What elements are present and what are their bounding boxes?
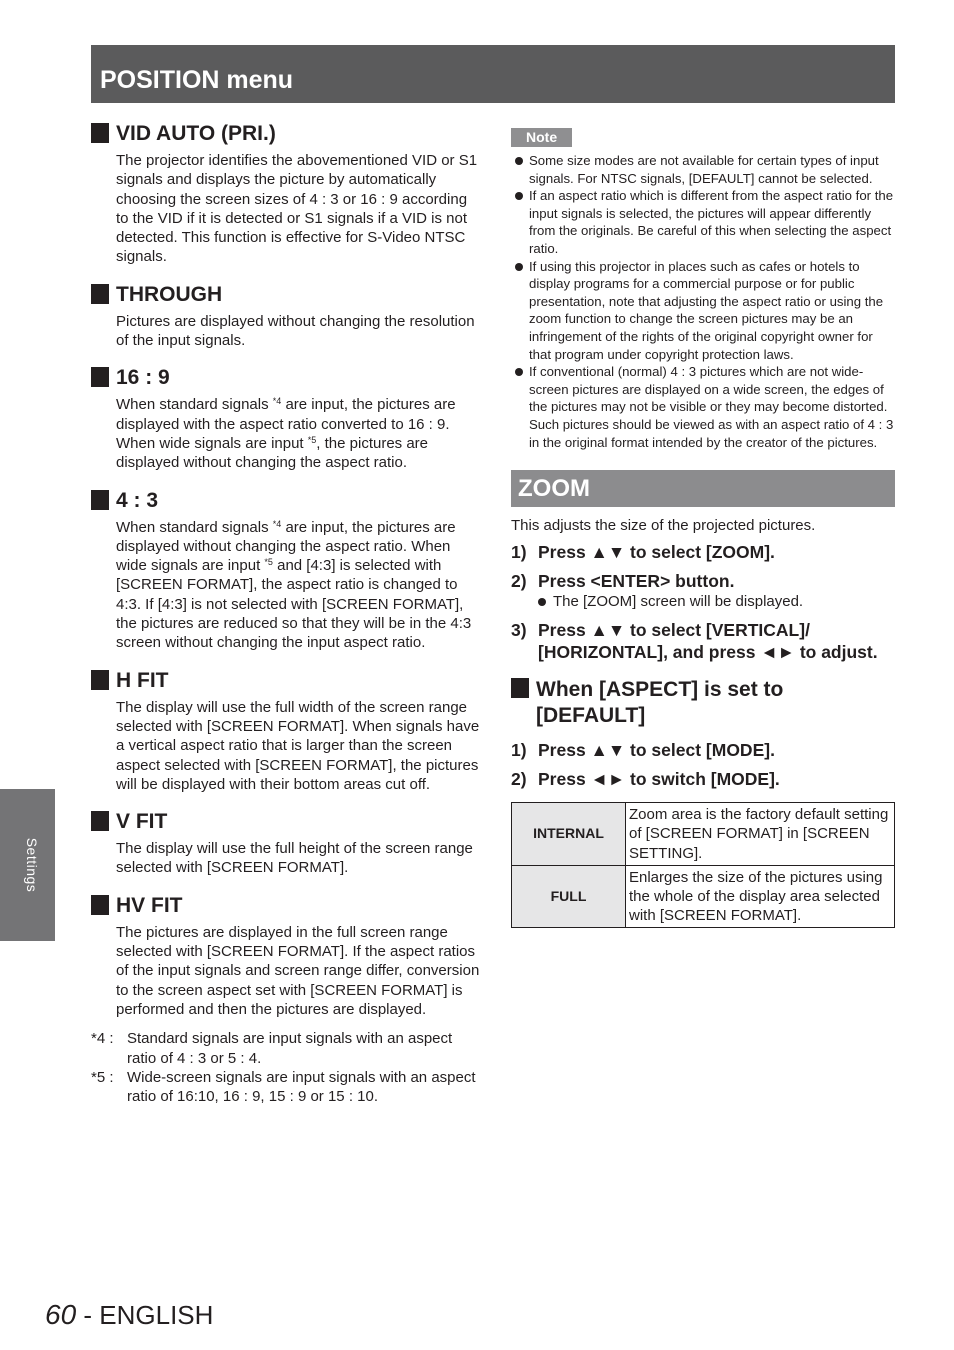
page-title: POSITION menu xyxy=(100,66,294,94)
mode-description: Enlarges the size of the pictures using the whole of the display area selected with [SCREEN FORMAT]. xyxy=(626,865,895,928)
section-body: The display will use the full height of the screen range selected with [SCREEN FORMAT]. xyxy=(116,840,473,877)
section-marker-icon xyxy=(91,670,109,690)
section-body: The pictures are displayed in the full screen range selected with [SCREEN FORMAT]. If the aspect ratios of the input signals and screen range differ, conversion to the screen aspect set with [SCREEN FORMAT] is performed and then the pictures are displayed. xyxy=(116,923,480,1018)
mode-step: 1) Press ▲▼ to select [MODE]. xyxy=(511,740,775,761)
section-marker-icon xyxy=(91,367,109,387)
page-language: - ENGLISH xyxy=(83,1300,214,1330)
note-item: If an aspect ratio which is different from the aspect ratio for the input signals is selected, the pictures will appear differently from the originals. Be careful of this when selecting the aspect ratio. xyxy=(511,187,895,257)
section-vid-auto xyxy=(91,122,481,267)
left-column xyxy=(91,122,481,1106)
table-row xyxy=(512,803,895,866)
side-tab-settings xyxy=(0,789,55,941)
note-item: If using this projector in places such as cafes or hotels to display programs for a commercial purpose or for public presentation, note that adjusting the aspect ratio or using the zoom function to change the screen pictures may be an infringement of the rights of the original copyright owner for that program under copyright protection laws. xyxy=(511,258,895,364)
section-body: When standard signals $^{*4}$ are input, the pictures are displayed with the aspect ratio converted to 16 : 9. When wide signals are input $^{*5}$, the pictures are displayed without changing the aspect ratio. xyxy=(116,396,456,472)
section-marker-icon xyxy=(91,284,109,304)
section-hv-fit xyxy=(91,894,481,1019)
section-4-3 xyxy=(91,489,481,653)
section-title: 16 : 9 xyxy=(116,366,170,390)
mode-key: INTERNAL xyxy=(512,803,626,866)
note-label: Note xyxy=(511,128,572,147)
section-title: V FIT xyxy=(116,810,168,834)
bullet-icon xyxy=(538,598,546,606)
zoom-step: 3) Press ▲▼ to select [VERTICAL]/ [HORIZONTAL], and press ◄► to adjust. xyxy=(511,620,878,663)
section-title: THROUGH xyxy=(116,282,223,306)
note-item: If conventional (normal) 4 : 3 pictures which are not wide-screen pictures are displayed on a wide screen, the edges of the pictures may not be visible or they may become distorted. Such pictures should be viewed as with an aspect ratio of 4 : 3 in the original format intended by the creator of the pictures. xyxy=(511,363,895,451)
mode-key: FULL xyxy=(512,865,626,928)
page-footer xyxy=(45,1300,213,1330)
footnote: *4 : Standard signals are input signals with an aspect ratio of 4 : 3 or 5 : 4. xyxy=(91,1030,453,1067)
note-list xyxy=(511,152,895,451)
zoom-step: 2) Press <ENTER> button. xyxy=(511,571,735,592)
section-marker-icon xyxy=(91,811,109,831)
table-row xyxy=(512,865,895,928)
note-item: Some size modes are not available for certain types of input signals. For NTSC signals, [DEFAULT] cannot be selected. xyxy=(511,152,895,187)
section-through xyxy=(91,283,481,351)
right-column xyxy=(511,128,895,928)
aspect-default-heading: When [ASPECT] is set to [DEFAULT] xyxy=(511,677,895,729)
section-h-fit xyxy=(91,669,481,794)
section-body: The projector identifies the abovementioned VID or S1 signals and displays the picture by automatically choosing the screen sizes of 4 : 3 or 16 : 9 according to the VID if it is detected or S1 signals if a VID is not detected. This function is effective for S-Video NTSC signals. xyxy=(116,152,478,266)
section-v-fit xyxy=(91,810,481,878)
section-title: VID AUTO (PRI.) xyxy=(116,122,276,145)
section-marker-icon xyxy=(511,678,529,698)
section-title: HV FIT xyxy=(116,893,183,917)
section-marker-icon xyxy=(91,895,109,915)
zoom-intro: This adjusts the size of the projected pictures. xyxy=(511,517,816,535)
section-16-9 xyxy=(91,366,481,472)
section-body: When standard signals $^{*4}$ are input, the pictures are displayed without changing the aspect ratio. When wide signals are input $^{*5}$ and [4:3] is selected with [SCREEN FORMAT], the aspect ratio is changed to 4:3. If [4:3] is not selected with [SCREEN FORMAT], the pictures are reduced so that they will be in the 4:3 screen without changing the input aspect ratio. xyxy=(116,518,472,652)
section-marker-icon xyxy=(91,123,109,143)
mode-description: Zoom area is the factory default setting of [SCREEN FORMAT] in [SCREEN SETTING]. xyxy=(626,803,895,866)
footnote: *5 : Wide-screen signals are input signals with an aspect ratio of 16:10, 16 : 9, 15 : 9 or 15 : 10. xyxy=(91,1068,476,1106)
section-body: Pictures are displayed without changing the resolution of the input signals. xyxy=(116,312,475,350)
zoom-mode-table xyxy=(511,802,895,928)
mode-step: 2) Press ◄► to switch [MODE]. xyxy=(511,769,780,790)
zoom-step-note: The [ZOOM] screen will be displayed. xyxy=(511,592,895,611)
section-marker-icon xyxy=(91,490,109,510)
page-number: 60 xyxy=(45,1299,77,1330)
page-header xyxy=(91,45,895,103)
side-tab-label: Settings xyxy=(24,837,40,893)
zoom-heading: ZOOM xyxy=(511,470,895,507)
zoom-step: 1) Press ▲▼ to select [ZOOM]. xyxy=(511,542,775,563)
section-title: H FIT xyxy=(116,668,169,692)
footnotes xyxy=(91,1029,481,1106)
section-title: 4 : 3 xyxy=(116,488,159,512)
section-body: The display will use the full width of the screen range selected with [SCREEN FORMAT]. When signals have a vertical aspect ratio that is larger than the screen aspect selected with [SCREEN FORMAT], the pictures will be displayed with their bottom areas cut off. xyxy=(116,698,480,793)
